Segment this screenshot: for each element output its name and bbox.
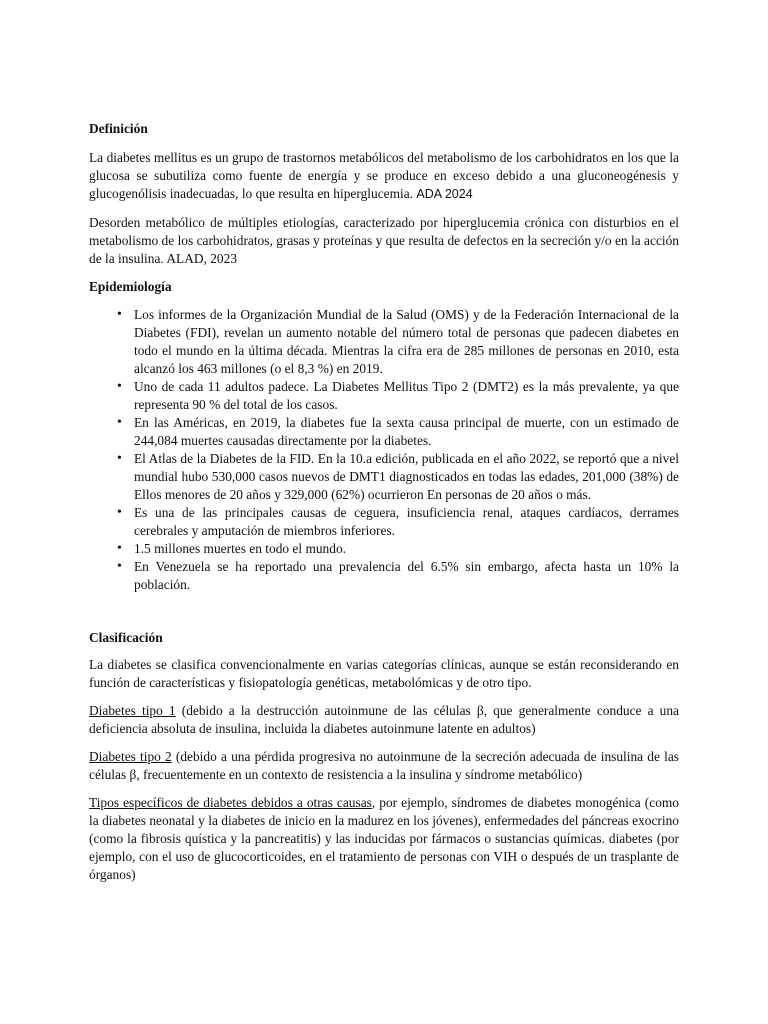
list-item: • El Atlas de la Diabetes de la FID. En la 10.a edición, publicada en el año 2022, se reportó que a nivel mundial hubo 530,000 casos nuevos de DMT1 diagnosticados en todas las edades, 201,000 (38%) de Ellos menores de 20 años y 329,000 (62%) ocurrieron En personas de 20 años o más.	[134, 450, 679, 504]
clasificacion-intro: La diabetes se clasifica convencionalmente en varias categorías clínicas, aunque se están reconsiderando en función de características y fisiopatología genéticas, metabolómicas y de otro tipo.	[89, 657, 679, 690]
definicion-paragraph-1	[89, 149, 679, 203]
list-item: • En las Américas, en 2019, la diabetes fue la sexta causa principal de muerte, con un estimado de 244,084 muertes causadas directamente por la diabetes.	[134, 414, 679, 450]
diabetes-tipo-2-paragraph	[89, 748, 679, 784]
diabetes-tipo-1-label: Diabetes tipo 1	[89, 703, 176, 718]
otros-tipos-label: Tipos específicos de diabetes debidos a otras causas	[89, 795, 372, 810]
diabetes-tipo-2-label: Diabetes tipo 2	[89, 749, 172, 764]
list-item: • Los informes de la Organización Mundial de la Salud (OMS) y de la Federación Internacional de la Diabetes (FDI), revelan un aumento notable del número total de personas que padecen diabetes en todo el mundo en la última década. Mientras la cifra era de 285 millones de personas en 2010, esta alcanzó los 463 millones (o el 8,3 %) en 2019.	[134, 306, 679, 378]
definicion-paragraph-2: Desorden metabólico de múltiples etiologías, caracterizado por hiperglucemia crónica con disturbios en el metabolismo de los carbohidratos, grasas y proteínas y que resulta de defectos en la secreción y/o en la acción de la insulina. ALAD, 2023	[89, 215, 679, 266]
list-item: • En Venezuela se ha reportado una prevalencia del 6.5% sin embargo, afecta hasta un 10% la población.	[134, 558, 679, 594]
definicion-heading: Definición	[89, 121, 148, 136]
definicion-reference: ADA 2024	[416, 187, 473, 201]
definicion-paragraph-1-text: La diabetes mellitus es un grupo de trastornos metabólicos del metabolismo de los carbohidratos en los que la glucosa se subutiliza como fuente de energía y se produce en exceso debido a una gluconeogénesis y glucogenólisis inadecuadas, lo que resulta en hiperglucemia.	[89, 150, 679, 201]
epidemiologia-list	[89, 306, 679, 594]
diabetes-tipo-2-text: (debido a una pérdida progresiva no autoinmune de la secreción adecuada de insulina de las células β, frecuentemente en un contexto de resistencia a la insulina y síndrome metabólico)	[89, 749, 679, 782]
list-item: • Uno de cada 11 adultos padece. La Diabetes Mellitus Tipo 2 (DMT2) es la más prevalente, ya que representa 90 % del total de los casos.	[134, 378, 679, 414]
clasificacion-heading: Clasificación	[89, 630, 163, 645]
list-item: • Es una de las principales causas de ceguera, insuficiencia renal, ataques cardíacos, derrames cerebrales y amputación de miembros inferiores.	[134, 504, 679, 540]
otros-tipos-paragraph	[89, 794, 679, 884]
list-item: • 1.5 millones muertes en todo el mundo.	[134, 540, 679, 558]
otros-tipos-text: , por ejemplo, síndromes de diabetes monogénica (como la diabetes neonatal y la diabetes de inicio en la madurez en los jóvenes), enfermedades del páncreas exocrino (como la fibrosis quística y la pancreatitis) y las inducidas por fármacos o sustancias químicas. diabetes (por ejemplo, con el uso de glucocorticoides, en el tratamiento de personas con VIH o después de un trasplante de órganos)	[89, 795, 679, 882]
diabetes-tipo-1-paragraph	[89, 702, 679, 738]
diabetes-tipo-1-text: (debido a la destrucción autoinmune de las células β, que generalmente conduce a una deficiencia absoluta de insulina, incluida la diabetes autoinmune latente en adultos)	[89, 703, 679, 736]
epidemiologia-heading: Epidemiología	[89, 279, 172, 294]
